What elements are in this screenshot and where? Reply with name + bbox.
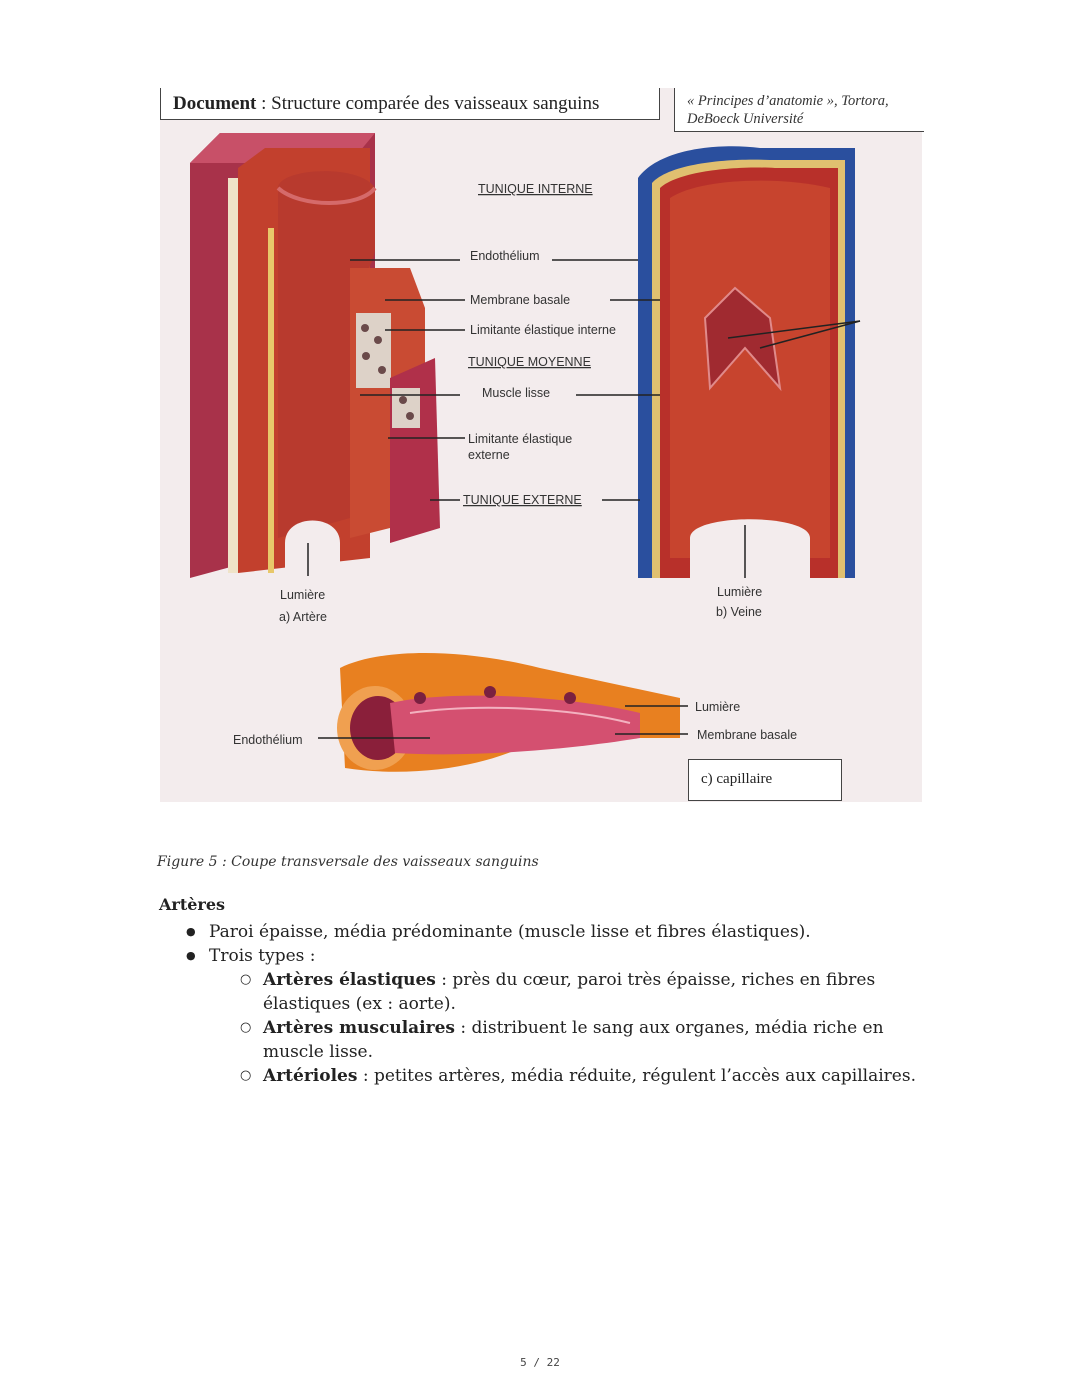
artery-drawing (190, 133, 440, 578)
list-item: ● Paroi épaisse, média prédominante (muscle lisse et fibres élastiques). (186, 920, 946, 944)
list-item (240, 968, 946, 1016)
label-membrane-basale: Membrane basale (470, 293, 571, 307)
label-vein-lumen: Lumière (717, 585, 763, 599)
list-item (240, 1016, 946, 1064)
document-title-bold: Document (173, 93, 257, 114)
list-item (240, 1064, 946, 1088)
label-endothelium: Endothélium (470, 249, 540, 263)
label-capillary-endothelium: Endothélium (233, 733, 303, 747)
label-tunique-moyenne: TUNIQUE MOYENNE (468, 355, 591, 369)
label-tunique-externe: TUNIQUE EXTERNE (463, 493, 582, 507)
vein-drawing (638, 146, 855, 578)
source-line-1: « Principes d’anatomie », Tortora, (687, 93, 889, 109)
type-name: Artérioles (263, 1066, 358, 1086)
page-number: 5 / 22 (520, 1356, 560, 1369)
section-title: Artères (159, 895, 226, 914)
list-item: ● Trois types : (186, 944, 946, 968)
label-artery: a) Artère (279, 610, 327, 624)
label-vein: b) Veine (716, 605, 762, 619)
label-capillary-lumen: Lumière (695, 700, 741, 714)
document-title-rest: : Structure comparée des vaisseaux sanguins (261, 93, 600, 114)
artery-types-list (240, 968, 946, 1088)
label-muscle-lisse: Muscle lisse (482, 386, 551, 400)
type-description: : près du cœur, paroi très épaisse, riches en fibres élastiques (ex : aorte). (263, 970, 876, 1014)
type-name: Artères musculaires (263, 1018, 455, 1038)
label-tunique-interne: TUNIQUE INTERNE (478, 182, 593, 196)
label-limitante-interne: Limitante élastique interne (470, 323, 616, 337)
document-source (674, 88, 924, 132)
type-description: : petites artères, média réduite, régulent l’accès aux capillaires. (357, 1066, 916, 1086)
vessel-illustration (160, 88, 922, 802)
capillary-drawing (337, 653, 680, 772)
vessel-structure-figure (160, 88, 922, 802)
label-limitante-externe-2: externe (468, 448, 510, 462)
figure-caption: Figure 5 : Coupe transversale des vaisseaux sanguins (157, 854, 539, 870)
type-description: : distribuent le sang aux organes, média riche en muscle lisse. (263, 1018, 884, 1062)
type-name: Artères élastiques (263, 970, 436, 990)
label-limitante-externe: Limitante élastique (468, 432, 573, 446)
document-title (160, 88, 660, 120)
label-capillary-membrane: Membrane basale (697, 728, 798, 742)
label-artery-lumen: Lumière (280, 588, 326, 602)
capillary-box: c) capillaire (688, 759, 842, 801)
artery-list (186, 920, 946, 1088)
source-line-2: DeBoeck Université (687, 111, 804, 127)
